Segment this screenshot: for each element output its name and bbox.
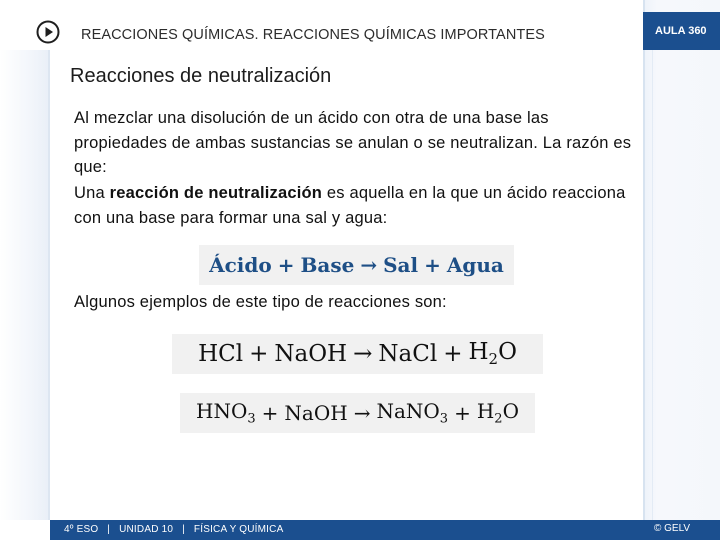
formula-subscript: 2 (488, 350, 499, 369)
formula-h: H (476, 399, 495, 424)
definition-suffix: es aquella en la que un ácido reacciona con una base para formar una sal y agua: (74, 184, 626, 227)
left-divider (48, 50, 50, 520)
reactant-acid: Ácido (209, 253, 272, 277)
left-shade (0, 50, 50, 520)
formula-o: O (498, 339, 517, 366)
definition-term: reacción de neutralización (109, 184, 323, 202)
aula-badge-label: AULA 360 (655, 25, 707, 37)
definition-paragraph (74, 181, 634, 230)
definition-prefix: Una (74, 184, 110, 202)
footer-unit: UNIDAD 10 (119, 524, 174, 535)
footer-separator: | (107, 524, 111, 535)
formula-subscript: 3 (247, 411, 256, 427)
reaction-arrow: → (360, 253, 378, 277)
intro-paragraph: Al mezclar una disolución de un ácido con otra de una base las propiedades de ambas sustancias se anulan o se neutralizan. La razón es que: (74, 109, 632, 176)
right-panel (643, 0, 720, 540)
footer-course: 4º ESO (64, 524, 99, 535)
plus-sign: + (424, 253, 441, 277)
general-equation (199, 245, 514, 285)
product-nano3 (376, 399, 448, 427)
reaction-arrow: → (353, 401, 371, 425)
reactant-naoh: NaOH (274, 341, 348, 367)
reactant-base: Base (300, 253, 355, 277)
reactant-naoh: NaOH (284, 401, 348, 425)
formula-hno: HNO (196, 399, 248, 424)
formula-o: O (502, 399, 519, 424)
footer-subject: FÍSICA Y QUÍMICA (193, 524, 284, 535)
plus-sign: + (261, 401, 279, 425)
section-title: Reacciones de neutralización (70, 65, 332, 87)
header-title: REACCIONES QUÍMICAS. REACCIONES QUÍMICAS IMPORTANTES (81, 27, 545, 43)
product-water-formula (468, 339, 516, 368)
plus-sign: + (443, 341, 463, 367)
copyright-notice: © GELV (654, 523, 691, 534)
example-equation-hno3 (180, 393, 535, 433)
reaction-arrow: → (353, 341, 373, 367)
formula-h: H (468, 339, 489, 366)
footer-separator: | (182, 524, 185, 535)
plus-sign: + (454, 401, 471, 425)
formula-subscript: 3 (439, 411, 449, 427)
reactant-hno3 (196, 399, 256, 427)
product-nacl: NaCl (378, 341, 438, 367)
footer-text (64, 524, 283, 535)
formula-subscript: 2 (494, 411, 503, 427)
product-salt: Sal (383, 253, 419, 277)
reactant-hcl: HCl (198, 341, 244, 367)
examples-intro: Algunos ejemplos de este tipo de reacciones son: (74, 293, 447, 311)
product-water-formula (477, 399, 519, 427)
right-divider (652, 50, 653, 520)
example-equation-hcl (172, 334, 543, 374)
play-icon (36, 20, 60, 44)
plus-sign: + (249, 341, 269, 367)
product-water: Agua (446, 253, 504, 277)
formula-nano: NaNO (376, 399, 440, 424)
plus-sign: + (277, 253, 295, 277)
